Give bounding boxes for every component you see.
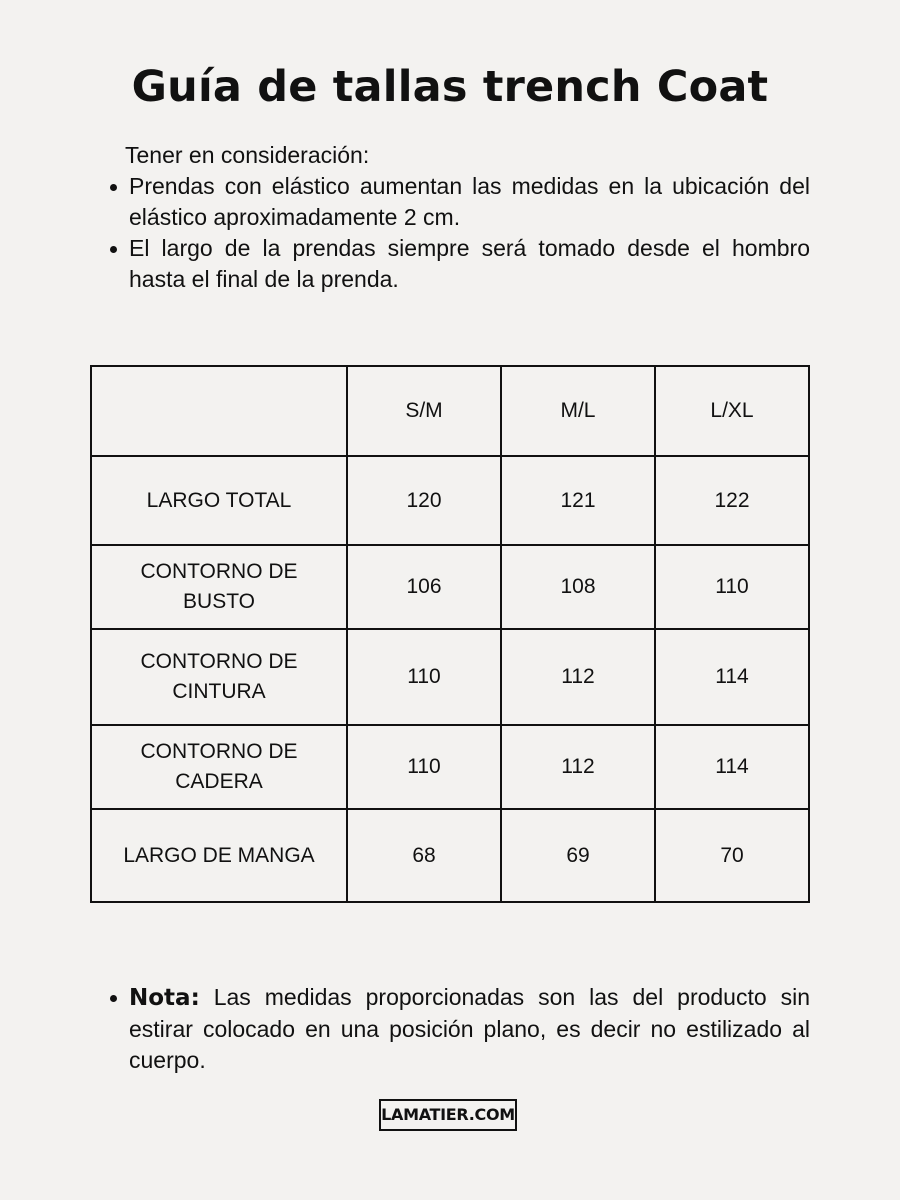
column-header-lxl: L/XL <box>655 366 809 456</box>
consideration-item-length: El largo de la prendas siempre será tomado desde el hombro hasta el final de la prenda. <box>100 233 810 295</box>
row-label <box>91 725 347 809</box>
row-label-line: CINTURA <box>172 680 266 703</box>
table-cell: 120 <box>347 456 501 545</box>
table-cell: 122 <box>655 456 809 545</box>
table-cell: 110 <box>347 629 501 725</box>
row-label-line: CONTORNO DE <box>140 740 298 763</box>
table-row-largo-total <box>91 456 809 545</box>
note-label: Nota: <box>129 985 200 1011</box>
table-cell: 110 <box>655 545 809 629</box>
size-table-header-row <box>91 366 809 456</box>
size-table <box>90 365 810 903</box>
column-header-sm: S/M <box>347 366 501 456</box>
note-item <box>100 982 810 1076</box>
row-label-line: LARGO TOTAL <box>146 488 292 512</box>
row-label-line: CADERA <box>175 770 263 793</box>
row-label-line: BUSTO <box>183 590 255 613</box>
row-label <box>91 456 347 545</box>
table-cell: 108 <box>501 545 655 629</box>
table-cell: 69 <box>501 809 655 902</box>
table-cell: 106 <box>347 545 501 629</box>
corner-cell <box>91 366 347 456</box>
considerations-list <box>100 171 810 295</box>
row-label <box>91 629 347 725</box>
brand-website: LAMATIER.COM <box>379 1099 517 1131</box>
row-label-line: CONTORNO DE <box>140 650 298 673</box>
table-cell: 121 <box>501 456 655 545</box>
row-label-line: CONTORNO DE <box>140 560 298 583</box>
note-section <box>100 982 810 1076</box>
table-row-largo-manga <box>91 809 809 902</box>
row-label <box>91 545 347 629</box>
row-label-line: LARGO DE MANGA <box>123 843 315 867</box>
considerations-section <box>100 140 810 295</box>
table-row-contorno-cintura <box>91 629 809 725</box>
table-cell: 110 <box>347 725 501 809</box>
column-header-ml: M/L <box>501 366 655 456</box>
row-label <box>91 809 347 902</box>
table-cell: 114 <box>655 629 809 725</box>
table-cell: 114 <box>655 725 809 809</box>
considerations-lead: Tener en consideración: <box>125 142 370 168</box>
table-cell: 112 <box>501 725 655 809</box>
note-list <box>100 982 810 1076</box>
table-cell: 112 <box>501 629 655 725</box>
table-cell: 68 <box>347 809 501 902</box>
table-cell: 70 <box>655 809 809 902</box>
page-title: Guía de tallas trench Coat <box>131 62 769 112</box>
table-row-contorno-cadera <box>91 725 809 809</box>
note-text: Las medidas proporcionadas son las del producto sin estirar colocado en una posición plano, es decir no estilizado al cuerpo. <box>129 984 811 1073</box>
consideration-item-elastic: Prendas con elástico aumentan las medidas en la ubicación del elástico aproximadamente 2 cm. <box>100 171 810 233</box>
table-row-contorno-busto <box>91 545 809 629</box>
